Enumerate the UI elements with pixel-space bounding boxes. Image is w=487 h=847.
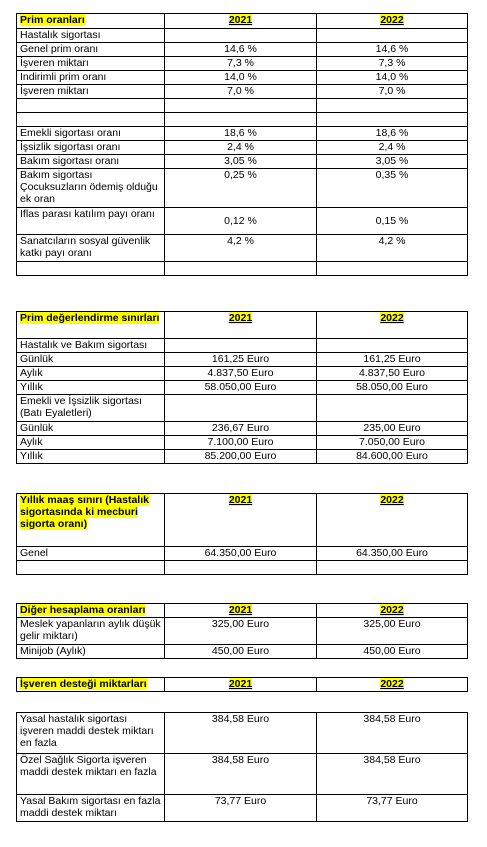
table-row: Sanatcıların sosyal güvenlik katkı payı oranı 4,2 % 4,2 % bbox=[17, 235, 468, 262]
table-row: Hastalık sigortası bbox=[17, 29, 468, 43]
header-label-cell bbox=[17, 312, 165, 339]
table-header-row bbox=[17, 494, 468, 547]
table-row: Yıllık 85.200,00 Euro 84.600,00 Euro bbox=[17, 450, 468, 464]
header-year-2022: 2022 bbox=[317, 494, 468, 547]
header-label: Prim değerlendirme sınırları bbox=[20, 312, 160, 324]
table-row: Emekli ve İşsizlik sigortası (Batı Eyaletleri) bbox=[17, 395, 468, 422]
header-label-cell bbox=[17, 14, 165, 29]
table-row bbox=[17, 561, 468, 575]
table-row: İşveren miktarı 7,0 % 7,0 % bbox=[17, 85, 468, 99]
table-row: Özel Sağlık Sigorta işveren maddi destek miktarı en fazla 384,58 Euro 384,58 Euro bbox=[17, 754, 468, 795]
table-row: Hastalık ve Bakım sigortası bbox=[17, 339, 468, 353]
header-label-cell bbox=[17, 494, 165, 547]
header-label: Yıllık maaş sınırı (Hastalık sigortasında ki mecburi sigorta oranı) bbox=[20, 494, 149, 531]
table-header-row bbox=[17, 14, 468, 29]
header-label: İşveren desteği miktarları bbox=[20, 678, 147, 690]
table-row: Bakım sigortası oranı 3,05 % 3,05 % bbox=[17, 155, 468, 169]
header-year-2022: 2022 bbox=[317, 312, 468, 339]
table-diger-hesaplama bbox=[16, 603, 468, 659]
table-header-row bbox=[17, 604, 468, 618]
header-label: Diğer hesaplama oranları bbox=[20, 604, 146, 616]
table-row: Genel prim oranı 14,6 % 14,6 % bbox=[17, 43, 468, 57]
table-row: Aylık 4.837,50 Euro 4.837,50 Euro bbox=[17, 367, 468, 381]
header-year-2021: 2021 bbox=[165, 604, 317, 618]
table-row: Indirimli prim oranı 14,0 % 14,0 % bbox=[17, 71, 468, 85]
table-row: Minijob (Aylık) 450,00 Euro 450,00 Euro bbox=[17, 645, 468, 659]
table-isveren-destegi-body bbox=[16, 712, 468, 822]
header-label-cell bbox=[17, 604, 165, 618]
header-label-cell bbox=[17, 678, 165, 692]
table-row bbox=[17, 113, 468, 127]
table-row: Aylık 7.100,00 Euro 7.050,00 Euro bbox=[17, 436, 468, 450]
table-row: Meslek yapanların aylık düşük gelir miktarı) 325,00 Euro 325,00 Euro bbox=[17, 618, 468, 645]
table-header-row bbox=[17, 312, 468, 339]
header-label: Prim oranları bbox=[20, 14, 85, 26]
header-year-2022: 2022 bbox=[317, 678, 468, 692]
header-year-2022: 2022 bbox=[317, 604, 468, 618]
table-row: Günlük 161,25 Euro 161,25 Euro bbox=[17, 353, 468, 367]
table-row: Yıllık 58.050,00 Euro 58.050,00 Euro bbox=[17, 381, 468, 395]
table-header-row bbox=[17, 678, 468, 692]
table-row: Genel 64.350,00 Euro 64.350,00 Euro bbox=[17, 547, 468, 561]
table-prim-oranlari bbox=[16, 13, 468, 276]
table-row: Yasal Bakım sigortası en fazla maddi destek miktarı 73,77 Euro 73,77 Euro bbox=[17, 795, 468, 822]
table-row: Bakım sigortası Çocuksuzların ödemiş olduğu ek oran 0,25 % 0,35 % bbox=[17, 169, 468, 208]
table-row: Yasal hastalık sigortası işveren maddi destek miktarı en fazla 384,58 Euro 384,58 Euro bbox=[17, 713, 468, 754]
header-year-2021: 2021 bbox=[165, 312, 317, 339]
table-isveren-destegi-header bbox=[16, 677, 468, 692]
table-row bbox=[17, 99, 468, 113]
table-row: İşveren miktarı 7,3 % 7,3 % bbox=[17, 57, 468, 71]
table-row: Emekli sigortası oranı 18,6 % 18,6 % bbox=[17, 127, 468, 141]
table-row: Günlük 236,67 Euro 235,00 Euro bbox=[17, 422, 468, 436]
table-row bbox=[17, 262, 468, 276]
table-row: Iflas parası katılım payı oranı 0,12 % 0,15 % bbox=[17, 208, 468, 235]
table-row: İşsizlik sigortası oranı 2,4 % 2,4 % bbox=[17, 141, 468, 155]
header-year-2021: 2021 bbox=[165, 678, 317, 692]
header-year-2021: 2021 bbox=[165, 494, 317, 547]
header-year-2021: 2021 bbox=[165, 14, 317, 29]
table-prim-degerlendirme bbox=[16, 311, 468, 464]
header-year-2022: 2022 bbox=[317, 14, 468, 29]
table-yillik-maas-siniri bbox=[16, 493, 468, 575]
